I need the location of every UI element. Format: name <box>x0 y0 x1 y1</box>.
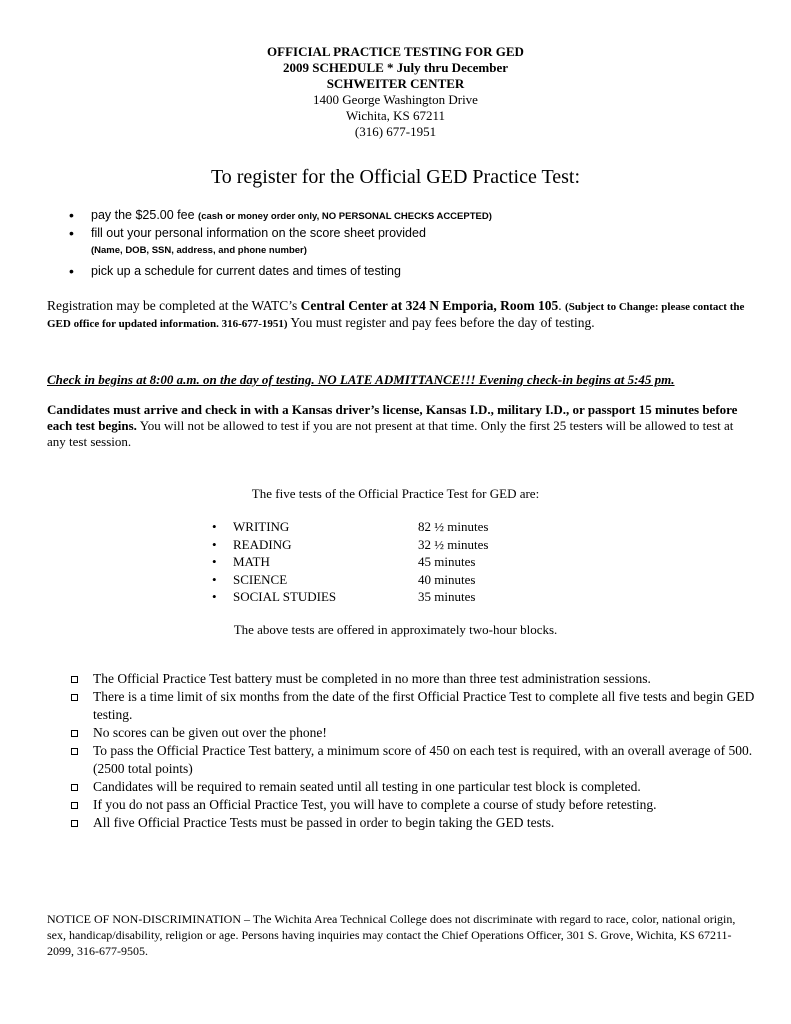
tests-intro: The five tests of the Official Practice Test for GED are: <box>251 486 540 501</box>
list-item <box>67 225 767 242</box>
document-title: OFFICIAL PRACTICE TESTING FOR GED <box>267 44 524 59</box>
candidates-id-requirement: Candidates must arrive and check in with a Kansas driver’s license, Kansas I.D., military I.D., or passport 15 minutes before each test begins. <box>47 402 738 433</box>
center-name: SCHWEITER CENTER <box>326 76 465 91</box>
checkbox-bullet-icon <box>71 730 78 737</box>
test-duration: 35 minutes <box>418 589 476 604</box>
checkbox-bullet-icon <box>71 694 78 701</box>
registration-period: . <box>558 298 566 313</box>
list-item <box>67 206 767 225</box>
bullet-icon: • <box>69 263 74 279</box>
schedule-line: 2009 SCHEDULE * July thru December <box>283 60 508 75</box>
list-item <box>71 742 771 778</box>
list-item <box>71 778 771 796</box>
bullet-icon: • <box>212 536 217 552</box>
test-duration: 45 minutes <box>418 554 476 569</box>
list-item <box>71 670 771 688</box>
checkbox-bullet-icon <box>71 676 78 683</box>
registration-deadline: You must register and pay fees before the day of testing. <box>287 315 595 330</box>
rule-text: The Official Practice Test battery must be completed in no more than three test administration sessions. <box>93 671 651 686</box>
requirement-note: (Name, DOB, SSN, address, and phone number) <box>91 245 307 256</box>
list-item <box>212 536 512 554</box>
test-duration: 82 ½ minutes <box>418 519 489 534</box>
list-item <box>212 588 512 606</box>
bullet-icon: • <box>69 207 74 223</box>
registration-location: Central Center at 324 N Emporia, Room 105 <box>300 298 559 313</box>
non-discrimination-notice: NOTICE OF NON-DISCRIMINATION – The Wichita Area Technical College does not discriminate with regard to race, color, national origin, sex, handicap/disability, religion or age. Persons having inquiries may contact the Chief Operations Officer, 301 S. Grove, Wichita, KS 67211-2099, 316-677-9505. <box>47 912 736 958</box>
test-name: WRITING <box>233 519 290 534</box>
checkbox-bullet-icon <box>71 784 78 791</box>
requirement-text: pick up a schedule for current dates and times of testing <box>91 264 401 278</box>
bullet-icon: • <box>69 225 74 241</box>
street-address: 1400 George Washington Drive <box>313 92 478 107</box>
test-name: SOCIAL STUDIES <box>233 589 337 604</box>
candidates-paragraph <box>47 402 747 450</box>
rule-text: To pass the Official Practice Test battery, a minimum score of 450 on each test is required, with an overall average of 500. (2500 total points) <box>93 743 753 776</box>
registration-lead: Registration may be completed at the WATC’s <box>47 298 301 313</box>
registration-paragraph <box>47 298 747 332</box>
candidates-details: You will not be allowed to test if you are not present at that time. Only the first 25 testers will be allowed to test at any test session. <box>47 418 734 449</box>
rule-text: If you do not pass an Official Practice Test, you will have to complete a course of study before retesting. <box>93 797 657 812</box>
list-item <box>71 688 771 724</box>
phone-number: (316) 677-1951 <box>354 124 437 139</box>
rules-list <box>71 670 771 832</box>
document-header <box>0 44 791 140</box>
checkbox-bullet-icon <box>71 820 78 827</box>
rule-text: No scores can be given out over the phone! <box>93 725 327 740</box>
bullet-icon: • <box>212 554 217 569</box>
test-name: MATH <box>233 554 270 569</box>
city-state-zip: Wichita, KS 67211 <box>345 108 445 123</box>
list-item <box>71 724 771 742</box>
requirement-text: pay the $25.00 fee <box>91 208 199 222</box>
test-list <box>212 518 512 606</box>
test-duration: 40 minutes <box>418 571 476 587</box>
bullet-icon: • <box>212 589 217 604</box>
bullet-icon: • <box>212 519 217 534</box>
list-item <box>71 814 771 832</box>
rule-text: There is a time limit of six months from the date of the first Official Practice Test to complete all five tests and begin GED testing. <box>93 689 755 722</box>
list-item <box>67 261 767 281</box>
rule-text: Candidates will be required to remain seated until all testing in one particular test block is completed. <box>93 779 641 794</box>
requirement-note: (cash or money order only, NO PERSONAL CHECKS ACCEPTED) <box>198 211 492 222</box>
checkbox-bullet-icon <box>71 748 78 755</box>
requirement-text: fill out your personal information on the score sheet provided <box>91 226 426 240</box>
registration-note: (Subject to Change: please contact the GED office for updated information. 316-677-1951) <box>47 301 745 330</box>
test-name: READING <box>233 536 292 552</box>
test-duration: 32 ½ minutes <box>418 536 489 552</box>
list-item <box>212 571 512 589</box>
rule-text: All five Official Practice Tests must be passed in order to begin taking the GED tests. <box>93 815 555 830</box>
list-item <box>212 553 512 571</box>
bullet-icon: • <box>212 571 217 587</box>
checkin-notice: Check in begins at 8:00 a.m. on the day of testing. NO LATE ADMITTANCE!!! Evening check-in begins at 5:45 pm. <box>47 372 675 387</box>
registration-heading: To register for the Official GED Practice Test: <box>210 166 581 188</box>
blocks-note: The above tests are offered in approximately two-hour blocks. <box>233 622 558 637</box>
test-name: SCIENCE <box>233 571 288 587</box>
list-item <box>212 518 512 536</box>
checkbox-bullet-icon <box>71 802 78 809</box>
list-item <box>71 796 771 814</box>
registration-requirements <box>67 206 767 281</box>
